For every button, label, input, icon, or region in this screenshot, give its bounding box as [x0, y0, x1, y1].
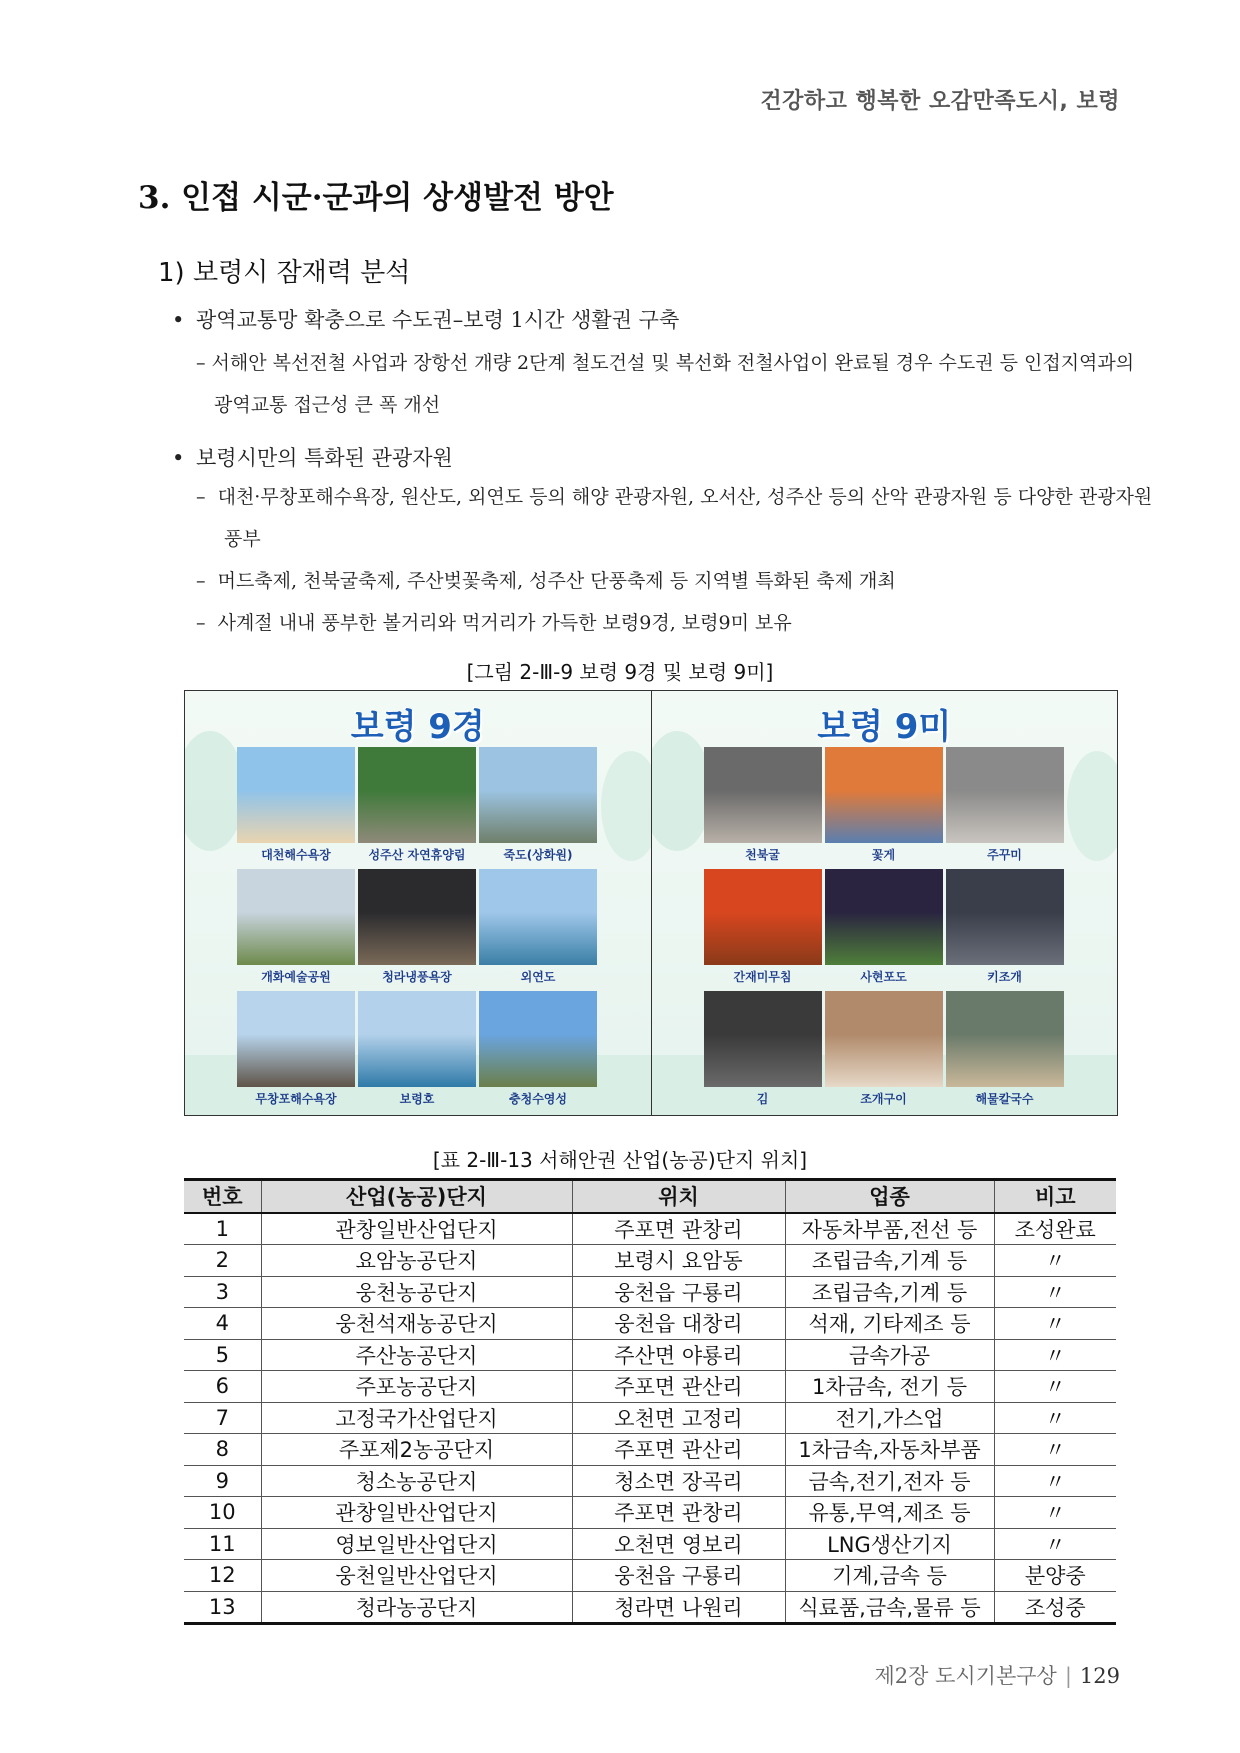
- header-location: 위치: [572, 1180, 785, 1213]
- photo-card: [237, 747, 355, 869]
- photo-card: [946, 991, 1064, 1113]
- photo-grid: [237, 747, 597, 1113]
- bullet-1-item-1: [196, 342, 1149, 426]
- photo-card: [237, 991, 355, 1113]
- photo-card: [704, 991, 822, 1113]
- photo-image: [237, 747, 355, 843]
- cell-industry: 식료품,금속,물류 등: [785, 1591, 994, 1624]
- cell-industry: 석재, 기타제조 등: [785, 1308, 994, 1340]
- photo-image: [946, 747, 1064, 843]
- bullet-text: 보령시만의 특화된 관광자원: [196, 446, 453, 470]
- running-header: 건강하고 행복한 오감만족도시, 보령: [760, 89, 1120, 114]
- dash-marker: –: [196, 570, 206, 592]
- cell-remarks: 분양중: [994, 1560, 1116, 1592]
- panel-9-scenes: [185, 691, 651, 1115]
- bullet-2-item-1: [196, 476, 1159, 560]
- cell-industry: 1차금속,자동차부품: [785, 1434, 994, 1466]
- cell-industry: 금속,전기,전자 등: [785, 1465, 994, 1497]
- photo-card: [704, 869, 822, 991]
- photo-card: [358, 747, 476, 869]
- dash-text: 서해안 복선전철 사업과 장항선 개량 2단계 철도건설 및 복선화 전철사업이 완료될 경우 수도권 등 인접지역과의 광역교통 접근성 큰 폭 개선: [211, 352, 1135, 416]
- footer-chapter: 제2장 도시기본구상: [874, 1664, 1057, 1688]
- bullet-2: [172, 442, 453, 472]
- bullet-text: 광역교통망 확충으로 수도권–보령 1시간 생활권 구축: [196, 308, 680, 332]
- photo-card: [704, 747, 822, 869]
- cell-complex: 웅천일반산업단지: [261, 1560, 572, 1592]
- cell-number: 3: [184, 1276, 261, 1308]
- cell-location: 청라면 나원리: [572, 1591, 785, 1624]
- cell-remarks: 〃: [994, 1434, 1116, 1466]
- photo-card: [237, 869, 355, 991]
- photo-image: [358, 747, 476, 843]
- cell-number: 5: [184, 1339, 261, 1371]
- cell-remarks: 조성중: [994, 1591, 1116, 1624]
- cell-number: 1: [184, 1213, 261, 1245]
- cell-number: 7: [184, 1402, 261, 1434]
- bullet-2-item-2: [196, 560, 1131, 602]
- cell-complex: 고정국가산업단지: [261, 1402, 572, 1434]
- photo-label: 꽃게: [871, 848, 896, 862]
- table-row: [184, 1560, 1116, 1592]
- photo-image: [704, 747, 822, 843]
- dash-marker: –: [196, 612, 206, 634]
- photo-label: 죽도(상화원): [503, 848, 573, 862]
- bullet-marker: •: [172, 308, 185, 332]
- cell-industry: 조립금속,기계 등: [785, 1245, 994, 1277]
- figure-tourism-food: [184, 690, 1118, 1116]
- dash-marker: –: [196, 486, 206, 508]
- cell-complex: 요암농공단지: [261, 1245, 572, 1277]
- dash-text: 머드축제, 천북굴축제, 주산벚꽃축제, 성주산 단풍축제 등 지역별 특화된 축제 개최: [217, 570, 896, 592]
- leaf-decoration: [1067, 751, 1117, 861]
- photo-label: 간재미무침: [733, 970, 792, 984]
- header-industry: 업종: [785, 1180, 994, 1213]
- cell-industry: 1차금속, 전기 등: [785, 1371, 994, 1403]
- photo-label: 외연도: [520, 970, 556, 984]
- table-row: [184, 1339, 1116, 1371]
- table-row: [184, 1591, 1116, 1624]
- header-remarks: 비고: [994, 1180, 1116, 1213]
- cell-remarks: 〃: [994, 1497, 1116, 1529]
- photo-card: [825, 991, 943, 1113]
- photo-image: [704, 991, 822, 1087]
- cell-complex: 관창일반산업단지: [261, 1213, 572, 1245]
- photo-card: [946, 747, 1064, 869]
- cell-complex: 영보일반산업단지: [261, 1528, 572, 1560]
- cell-industry: LNG생산기지: [785, 1528, 994, 1560]
- cell-complex: 주포농공단지: [261, 1371, 572, 1403]
- cell-complex: 청라농공단지: [261, 1591, 572, 1624]
- cell-location: 보령시 요암동: [572, 1245, 785, 1277]
- cell-location: 주포면 관창리: [572, 1213, 785, 1245]
- header-number: 번호: [184, 1180, 261, 1213]
- cell-number: 13: [184, 1591, 261, 1624]
- photo-label: 조개구이: [860, 1092, 907, 1106]
- photo-card: [479, 747, 597, 869]
- photo-label: 청라냉풍욕장: [382, 970, 452, 984]
- panel-9-flavors: [651, 691, 1118, 1115]
- photo-label: 성주산 자연휴양림: [368, 848, 466, 862]
- photo-image: [237, 991, 355, 1087]
- cell-location: 웅천읍 대창리: [572, 1308, 785, 1340]
- photo-label: 대천해수욕장: [261, 848, 331, 862]
- cell-location: 주포면 관창리: [572, 1497, 785, 1529]
- bullet-2-item-3: [196, 602, 1131, 644]
- photo-image: [825, 869, 943, 965]
- page-footer: [875, 1660, 1121, 1690]
- table-header-row: [184, 1180, 1116, 1213]
- cell-location: 주포면 관산리: [572, 1371, 785, 1403]
- cell-remarks: 〃: [994, 1371, 1116, 1403]
- page-number: 129: [1079, 1664, 1120, 1688]
- cell-location: 오천면 고정리: [572, 1402, 785, 1434]
- cell-complex: 웅천농공단지: [261, 1276, 572, 1308]
- leaf-decoration: [601, 751, 651, 861]
- photo-image: [479, 991, 597, 1087]
- photo-label: 무창포해수욕장: [255, 1092, 337, 1106]
- cell-remarks: 조성완료: [994, 1213, 1116, 1245]
- photo-image: [358, 991, 476, 1087]
- photo-image: [946, 991, 1064, 1087]
- photo-image: [825, 747, 943, 843]
- cell-complex: 청소농공단지: [261, 1465, 572, 1497]
- subsection-title: 1) 보령시 잠재력 분석: [158, 258, 411, 288]
- photo-card: [479, 869, 597, 991]
- photo-card: [358, 991, 476, 1113]
- photo-card: [825, 747, 943, 869]
- photo-image: [825, 991, 943, 1087]
- table-row: [184, 1245, 1116, 1277]
- cell-remarks: 〃: [994, 1339, 1116, 1371]
- photo-image: [946, 869, 1064, 965]
- cell-number: 10: [184, 1497, 261, 1529]
- photo-label: 보령호: [399, 1092, 435, 1106]
- photo-label: 주꾸미: [987, 848, 1022, 862]
- footer-separator: |: [1064, 1664, 1072, 1688]
- table-caption: [표 2-Ⅲ-13 서해안권 산업(농공)단지 위치]: [432, 1148, 808, 1172]
- table-row: [184, 1434, 1116, 1466]
- photo-card: [358, 869, 476, 991]
- section-title: 3. 인접 시군·군과의 상생발전 방안: [138, 180, 614, 216]
- table-row: [184, 1528, 1116, 1560]
- table-row: [184, 1465, 1116, 1497]
- figure-caption: [그림 2-Ⅲ-9 보령 9경 및 보령 9미]: [466, 660, 774, 684]
- dash-marker: –: [196, 352, 206, 374]
- cell-remarks: 〃: [994, 1245, 1116, 1277]
- bullet-marker: •: [172, 446, 185, 470]
- photo-label: 개화예술공원: [261, 970, 331, 984]
- cell-number: 11: [184, 1528, 261, 1560]
- table-row: [184, 1276, 1116, 1308]
- cell-number: 9: [184, 1465, 261, 1497]
- table-row: [184, 1402, 1116, 1434]
- cell-location: 오천면 영보리: [572, 1528, 785, 1560]
- cell-number: 6: [184, 1371, 261, 1403]
- photo-label: 천북굴: [745, 848, 780, 862]
- photo-grid: [704, 747, 1064, 1113]
- leaf-decoration: [651, 731, 712, 851]
- photo-label: 키조개: [987, 970, 1022, 984]
- cell-complex: 관창일반산업단지: [261, 1497, 572, 1529]
- cell-complex: 주포제2농공단지: [261, 1434, 572, 1466]
- panel-title: 보령 9미: [817, 707, 952, 747]
- leaf-decoration: [185, 731, 245, 851]
- cell-number: 2: [184, 1245, 261, 1277]
- cell-industry: 유통,무역,제조 등: [785, 1497, 994, 1529]
- cell-remarks: 〃: [994, 1276, 1116, 1308]
- header-complex: 산업(농공)단지: [261, 1180, 572, 1213]
- industrial-complex-table: [184, 1178, 1116, 1625]
- cell-number: 12: [184, 1560, 261, 1592]
- photo-image: [237, 869, 355, 965]
- cell-industry: 자동차부품,전선 등: [785, 1213, 994, 1245]
- cell-remarks: 〃: [994, 1308, 1116, 1340]
- photo-card: [946, 869, 1064, 991]
- photo-image: [479, 747, 597, 843]
- cell-location: 주산면 야룡리: [572, 1339, 785, 1371]
- dash-text: 사계절 내내 풍부한 볼거리와 먹거리가 가득한 보령9경, 보령9미 보유: [217, 612, 792, 634]
- cell-location: 웅천읍 구룡리: [572, 1276, 785, 1308]
- photo-image: [479, 869, 597, 965]
- table-row: [184, 1308, 1116, 1340]
- cell-industry: 조립금속,기계 등: [785, 1276, 994, 1308]
- cell-complex: 주산농공단지: [261, 1339, 572, 1371]
- cell-number: 4: [184, 1308, 261, 1340]
- table-row: [184, 1497, 1116, 1529]
- dash-text: 대천·무창포해수욕장, 원산도, 외연도 등의 해양 관광자원, 오서산, 성주산 등의 산악 관광자원 등 다양한 관광자원 풍부: [217, 486, 1153, 550]
- photo-label: 사현포도: [860, 970, 907, 984]
- photo-label: 해물칼국수: [975, 1092, 1034, 1106]
- cell-remarks: 〃: [994, 1528, 1116, 1560]
- cell-remarks: 〃: [994, 1465, 1116, 1497]
- photo-image: [704, 869, 822, 965]
- cell-industry: 기계,금속 등: [785, 1560, 994, 1592]
- cell-location: 웅천읍 구룡리: [572, 1560, 785, 1592]
- photo-image: [358, 869, 476, 965]
- panel-title: 보령 9경: [350, 707, 485, 747]
- table-row: [184, 1371, 1116, 1403]
- table-row: [184, 1213, 1116, 1245]
- cell-industry: 금속가공: [785, 1339, 994, 1371]
- cell-industry: 전기,가스업: [785, 1402, 994, 1434]
- cell-complex: 웅천석재농공단지: [261, 1308, 572, 1340]
- photo-label: 김: [756, 1092, 769, 1106]
- photo-card: [825, 869, 943, 991]
- cell-location: 주포면 관산리: [572, 1434, 785, 1466]
- cell-location: 청소면 장곡리: [572, 1465, 785, 1497]
- cell-remarks: 〃: [994, 1402, 1116, 1434]
- photo-label: 충청수영성: [509, 1092, 567, 1106]
- bullet-1: [172, 304, 679, 334]
- cell-number: 8: [184, 1434, 261, 1466]
- photo-card: [479, 991, 597, 1113]
